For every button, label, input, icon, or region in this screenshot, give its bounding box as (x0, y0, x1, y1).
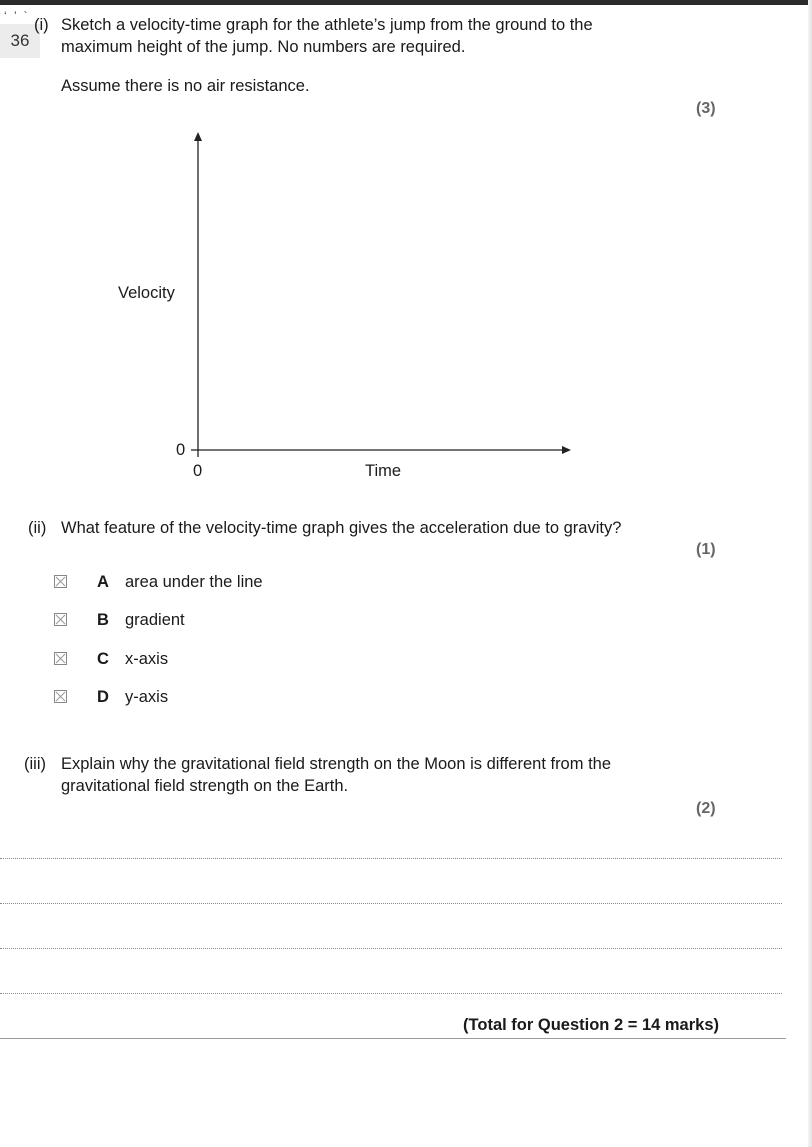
part-iii-question-line1: Explain why the gravitational field strength on the Moon is different from the (61, 755, 612, 773)
part-iii-question-line2: gravitational field strength on the Earth. (61, 777, 349, 795)
total-rule (0, 1038, 786, 1039)
option-d[interactable] (54, 686, 354, 708)
page-number-badge: 36 (0, 24, 40, 58)
velocity-time-axes[interactable] (110, 120, 590, 500)
option-a-text: area under the line (125, 573, 263, 591)
option-c-text: x-axis (125, 650, 169, 668)
answer-line-2[interactable] (0, 903, 782, 904)
option-b-checkbox[interactable] (54, 613, 67, 626)
part-i-note: Assume there is no air resistance. (61, 77, 310, 95)
y-axis-label: Velocity (118, 284, 175, 302)
part-i-label: (i) (34, 16, 49, 34)
option-d-letter: D (97, 688, 109, 706)
answer-line-4[interactable] (0, 993, 782, 994)
part-iii-label: (iii) (24, 755, 46, 773)
option-a-letter: A (97, 573, 109, 591)
option-c-letter: C (97, 650, 109, 668)
question-total: (Total for Question 2 = 14 marks) (463, 1016, 719, 1034)
option-b-letter: B (97, 611, 109, 629)
option-c[interactable] (54, 648, 354, 670)
x-axis-label: Time (365, 462, 402, 480)
y-origin-label: 0 (176, 441, 186, 459)
y-axis-arrowhead (194, 132, 202, 141)
x-origin-label: 0 (193, 462, 203, 480)
answer-line-1[interactable] (0, 858, 782, 859)
answer-line-3[interactable] (0, 948, 782, 949)
option-b-text: gradient (125, 611, 185, 629)
x-axis-arrowhead (562, 446, 571, 454)
option-b[interactable] (54, 609, 354, 631)
option-c-checkbox[interactable] (54, 652, 67, 665)
part-ii-label: (ii) (28, 519, 47, 537)
option-d-text: y-axis (125, 688, 169, 706)
part-iii-marks: (2) (696, 800, 716, 817)
option-a[interactable] (54, 571, 354, 593)
option-d-checkbox[interactable] (54, 690, 67, 703)
cropped-text-mark: ‘ ’ ` (4, 9, 30, 23)
page-edge-shadow (808, 0, 812, 1147)
top-edge-bar (0, 0, 812, 5)
part-ii-question: What feature of the velocity-time graph gives the acceleration due to gravity? (61, 519, 622, 537)
part-ii-marks: (1) (696, 541, 716, 558)
part-i-question-line1: Sketch a velocity-time graph for the athlete’s jump from the ground to the (61, 16, 593, 34)
part-i-question-line2: maximum height of the jump. No numbers are required. (61, 38, 466, 56)
part-i-marks: (3) (696, 100, 716, 117)
option-a-checkbox[interactable] (54, 575, 67, 588)
